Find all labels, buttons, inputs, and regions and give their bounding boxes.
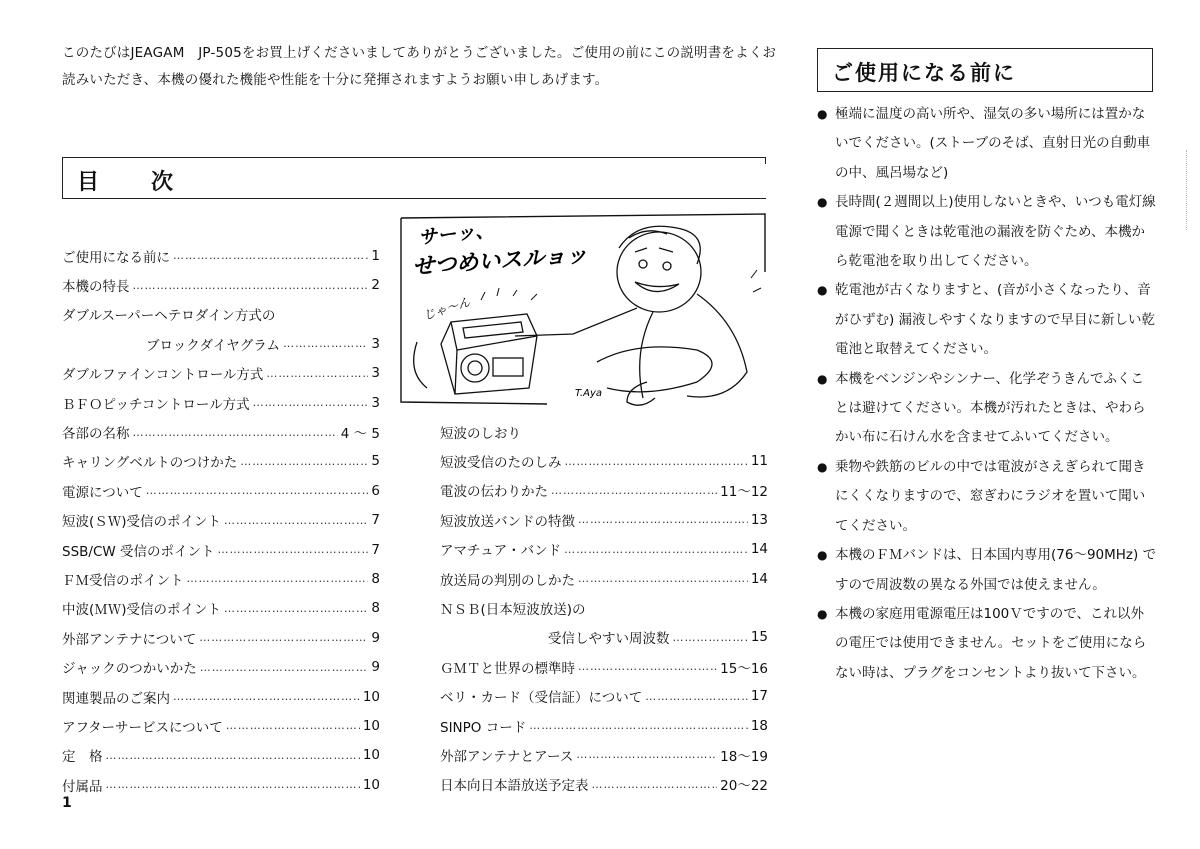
toc-list-right (440, 417, 768, 799)
precaution-text: 乗物や鉄筋のビルの中では電波がさえぎられて聞きにくくなりますので、窓ぎわにラジオを置いて聞いてください。 (835, 458, 1146, 534)
toc-entry (440, 770, 768, 799)
cartoon-illustration (397, 212, 769, 408)
toc-entry-page: 18 (750, 717, 768, 734)
toc-entry-title: 定 格 (62, 749, 103, 766)
precaution-item (817, 541, 1157, 600)
toc-leader-dots (578, 660, 717, 673)
toc-entry-title: 短波放送バンドの特徴 (440, 513, 575, 530)
toc-entry-page: 11～12 (720, 484, 768, 501)
precaution-text: 乾電池が古くなりますと、(音が小さくなったり、音がひずむ) 漏液しやすくなりますので早目に新しい乾電池と取替えてください。 (835, 282, 1156, 358)
toc-entry-title: SINPO コード (440, 719, 527, 736)
toc-entry-title: アマチュア・バンド (440, 543, 562, 560)
toc-entry (62, 711, 380, 740)
toc-entry (62, 388, 380, 417)
toc-leader-dots (133, 426, 338, 439)
speech-line-1: サーッ、 (417, 219, 496, 249)
toc-entry (440, 740, 768, 769)
toc-leader-dots (173, 690, 360, 703)
toc-entry-title: 各部の名称 (62, 426, 130, 443)
toc-heading-frame (62, 157, 766, 199)
toc-entry-page: 11 (750, 453, 768, 470)
toc-leader-dots (266, 367, 368, 380)
toc-entry-page: 9 (371, 659, 380, 676)
toc-entry-title: ジャックのつかいかた (62, 661, 197, 678)
toc-entry-title: ＧＭＴと世界の標準時 (440, 660, 575, 677)
toc-leader-dots (253, 396, 369, 409)
toc-entry (62, 652, 380, 681)
toc-entry-title: ＢＦＯピッチコントロール方式 (62, 396, 250, 413)
toc-entry-title: 電源について (62, 484, 143, 501)
toc-entry-page: 15 (750, 629, 768, 646)
toc-entry-title: ブロックダイヤグラム (146, 337, 281, 354)
toc-entry-page: 4 ～ 5 (340, 426, 380, 443)
toc-entry-title: SSB/CW 受信のポイント (62, 543, 215, 560)
toc-entry-page: 14 (750, 541, 768, 558)
precaution-item (817, 365, 1157, 453)
toc-entry-title: 短波(ＳＷ)受信のポイント (62, 514, 222, 531)
toc-entry (62, 594, 380, 623)
speech-line-2: せつめいスルョッ (411, 242, 589, 280)
toc-leader-dots (218, 543, 369, 556)
toc-entry (440, 682, 768, 711)
toc-entry-title: 受信しやすい周波数 (548, 631, 670, 648)
radio-drawing (414, 314, 537, 394)
toc-leader-dots (576, 748, 717, 761)
toc-entry (62, 300, 380, 329)
toc-leader-dots (224, 514, 368, 527)
sound-effect-text: じゃ〜ん (421, 294, 472, 323)
toc-entry-title: ダブルスーパーヘテロダイン方式の (62, 308, 276, 325)
toc-entry (440, 505, 768, 534)
toc-entry (62, 329, 380, 358)
toc-entry-title: 短波受信のたのしみ (440, 455, 562, 472)
bullet-icon: ● (817, 606, 828, 621)
toc-leader-dots (200, 661, 369, 674)
toc-entry (62, 359, 380, 388)
toc-entry-page: 20～22 (720, 778, 768, 795)
toc-entry-title: 中波(ＭＷ)受信のポイント (62, 602, 222, 619)
toc-entry-page: 7 (371, 512, 380, 529)
scan-speck (1186, 150, 1189, 230)
toc-entry (62, 770, 380, 799)
toc-entry (62, 447, 380, 476)
toc-leader-dots (240, 455, 368, 468)
toc-entry (62, 535, 380, 564)
toc-entry (440, 476, 768, 505)
toc-list-left (62, 241, 380, 799)
toc-entry-title: ダブルファインコントロール方式 (62, 367, 264, 384)
precaution-item (817, 600, 1157, 688)
precaution-text: 長時間(２週間以上)使用しないときや、いつも電灯線電源で聞くときは乾電池の漏液を防ぐため、本機から乾電池を取り出してください。 (835, 194, 1156, 270)
toc-entry-page: 10 (362, 776, 380, 793)
toc-entry (62, 476, 380, 505)
toc-leader-dots (224, 602, 368, 615)
toc-entry (62, 623, 380, 652)
toc-entry-page: 9 (371, 629, 380, 646)
toc-leader-dots (283, 337, 368, 350)
toc-leader-dots (578, 513, 748, 526)
precautions-list (817, 100, 1157, 688)
toc-entry-page: 14 (750, 570, 768, 587)
toc-leader-dots (592, 778, 718, 791)
toc-entry-page: 10 (362, 688, 380, 705)
toc-entry (62, 417, 380, 446)
precaution-item (817, 188, 1157, 276)
toc-entry (440, 652, 768, 681)
toc-entry-page: 3 (371, 335, 380, 352)
toc-entry-page: 8 (371, 600, 380, 617)
toc-leader-dots (173, 249, 368, 262)
toc-entry-page: 7 (371, 541, 380, 558)
motion-lines (481, 270, 761, 300)
toc-entry-page: 2 (371, 277, 380, 294)
toc-leader-dots (673, 631, 748, 644)
precautions-heading: ご使用になる前に (832, 61, 1016, 85)
toc-entry-page: 6 (371, 482, 380, 499)
precaution-text: 本機をベンジンやシンナー、化学ぞうきんでふくことは避けてください。本機が汚れたときは、やわらかい布に石けん水を含ませてふいてください。 (835, 370, 1146, 446)
toc-entry-page: 15～16 (720, 660, 768, 677)
toc-entry (62, 241, 380, 270)
precaution-item (817, 276, 1157, 364)
bullet-icon: ● (817, 195, 828, 210)
toc-leader-dots (106, 749, 360, 762)
toc-entry-title: キャリングベルトのつけかた (62, 455, 238, 472)
toc-entry-title: 電波の伝わりかた (440, 484, 548, 501)
toc-leader-dots (199, 631, 368, 644)
toc-leader-dots (645, 690, 748, 703)
toc-leader-dots (187, 572, 369, 585)
toc-entry (440, 623, 768, 652)
toc-entry-page: 10 (362, 747, 380, 764)
toc-entry-page: 3 (371, 394, 380, 411)
toc-entry-page: 8 (371, 570, 380, 587)
toc-entry-page: 1 (371, 247, 380, 264)
bullet-icon: ● (817, 459, 828, 474)
toc-leader-dots (565, 455, 748, 468)
toc-entry (62, 564, 380, 593)
toc-entry-title: 放送局の判別のしかた (440, 572, 575, 589)
toc-entry-title: ＦＭ受信のポイント (62, 572, 184, 589)
toc-entry-page: 17 (750, 688, 768, 705)
precaution-text: 本機のＦＭバンドは、日本国内専用(76～90MHz) ですので周波数の異なる外国では使えません。 (835, 547, 1157, 593)
toc-entry (440, 535, 768, 564)
toc-entry-page: 5 (371, 453, 380, 470)
page-number: 1 (62, 795, 72, 811)
toc-entry-page: 10 (362, 717, 380, 734)
toc-leader-dots (529, 719, 748, 732)
toc-leader-dots (578, 572, 748, 585)
toc-leader-dots (564, 543, 748, 556)
intro-paragraph: このたびはJEAGAM JP-505をお買上げくださいましてありがとうございました。ご使用の前にこの説明書をよくお読みいただき、本機の優れた機能や性能を十分に発揮されますようお願い申しあげます。 (62, 45, 777, 88)
toc-leader-dots (226, 719, 360, 732)
bullet-icon: ● (817, 371, 828, 386)
precaution-text: 極端に温度の高い所や、湿気の多い場所には置かないでください。(ストーブのそば、直射日光の自動車の中、風呂場など) (835, 106, 1151, 181)
artist-signature: T.Aya (575, 388, 602, 399)
toc-entry-page: 3 (371, 365, 380, 382)
toc-entry-title: 本機の特長 (62, 279, 130, 296)
toc-entry-title: アフターサービスについて (62, 719, 223, 736)
toc-leader-dots (106, 778, 360, 791)
toc-entry-page: 13 (750, 511, 768, 528)
toc-entry-title: 付属品 (62, 778, 103, 795)
precaution-item (817, 100, 1157, 188)
toc-entry-title: 外部アンテナについて (62, 631, 197, 648)
toc-entry-title: ベリ・カード（受信証）について (440, 690, 643, 707)
toc-leader-dots (133, 279, 369, 292)
precautions-heading-frame (817, 48, 1153, 92)
toc-entry-title: ＮＳＢ(日本短波放送)の (440, 602, 586, 619)
toc-entry (62, 270, 380, 299)
toc-entry-title: 短波のしおり (440, 425, 521, 442)
bullet-icon: ● (817, 283, 828, 298)
bullet-icon: ● (817, 548, 828, 563)
toc-entry (440, 417, 768, 446)
toc-entry (62, 682, 380, 711)
toc-leader-dots (146, 484, 369, 497)
toc-entry (440, 593, 768, 622)
bullet-icon: ● (817, 107, 828, 121)
toc-entry-title: 関連製品のご案内 (62, 690, 170, 707)
toc-entry-title: 日本向日本語放送予定表 (440, 778, 589, 795)
toc-entry-title: 外部アンテナとアース (440, 748, 574, 765)
toc-entry (440, 564, 768, 593)
toc-heading: 目次 (77, 170, 226, 195)
precaution-item (817, 453, 1157, 541)
precaution-text: 本機の家庭用電源電圧は100Ｖですので、これ以外の電圧では使用できません。セットをご使用にならない時は、プラグをコンセントより抜いて下さい。 (835, 605, 1147, 681)
toc-entry (62, 741, 380, 770)
toc-leader-dots (551, 484, 717, 497)
toc-entry (440, 711, 768, 740)
toc-entry (440, 446, 768, 475)
toc-entry (62, 506, 380, 535)
toc-entry-page: 18～19 (720, 748, 768, 765)
toc-entry-title: ご使用になる前に (62, 249, 170, 266)
